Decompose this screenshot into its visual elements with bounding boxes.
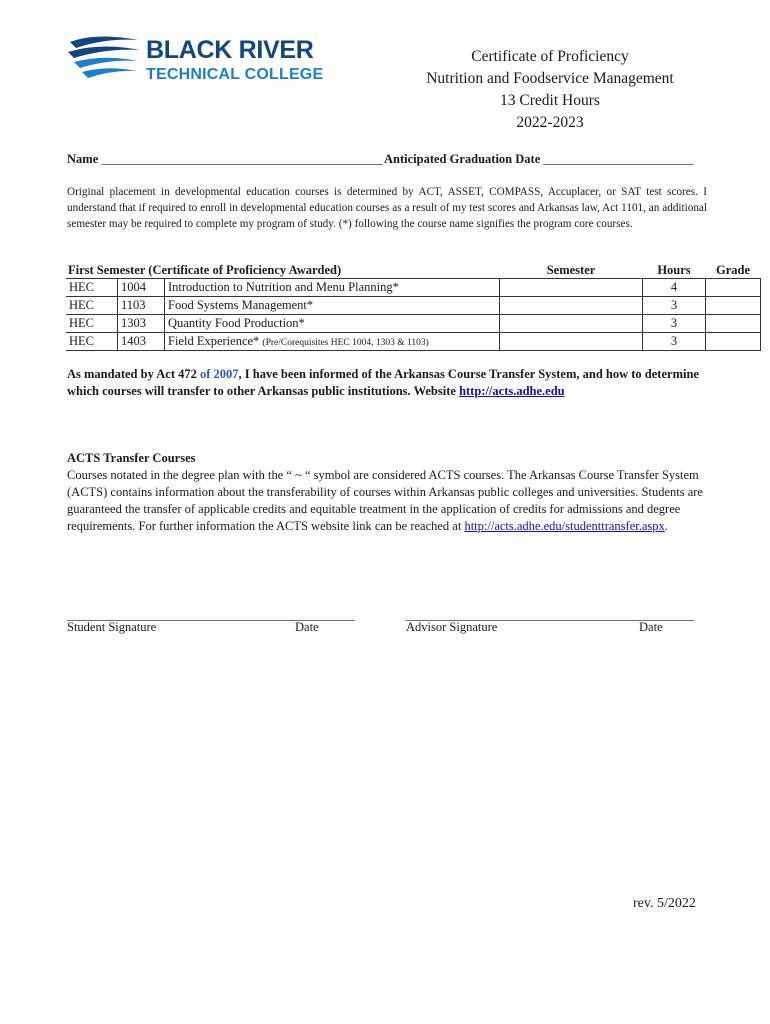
column-header-semester: Semester	[546, 262, 596, 277]
document-title	[380, 46, 720, 134]
course-title	[165, 315, 500, 333]
name-label: Name	[67, 152, 99, 166]
advisor-date-label: Date	[639, 620, 663, 634]
column-header-grade: Grade	[715, 262, 751, 277]
table-row	[66, 333, 761, 351]
hours-cell: 4	[643, 279, 706, 297]
course-prefix: HEC	[66, 279, 118, 297]
title-line-year: 2022-2023	[516, 114, 584, 131]
hours-cell: 3	[643, 297, 706, 315]
grade-cell[interactable]	[706, 315, 761, 333]
grade-cell[interactable]	[706, 297, 761, 315]
semester-cell[interactable]	[500, 315, 643, 333]
name-blank[interactable]: _____________________________________________	[101, 152, 383, 166]
college-logo	[66, 34, 324, 90]
grade-cell[interactable]	[706, 279, 761, 297]
course-number: 1303	[118, 315, 165, 333]
course-table	[66, 262, 761, 351]
logo-name: BLACK RIVER	[146, 36, 314, 64]
acts-transfer-section	[67, 450, 707, 535]
course-title	[165, 333, 500, 351]
title-line-credits: 13 Credit Hours	[500, 92, 600, 109]
student-signature-line[interactable]: __________________________________________________	[67, 608, 355, 622]
semester-cell[interactable]	[500, 279, 643, 297]
course-number: 1403	[118, 333, 165, 351]
course-title-text: Food Systems Management*	[168, 298, 314, 312]
logo-subtitle: TECHNICAL COLLEGE	[146, 66, 324, 83]
acts-body-text: Courses notated in the degree plan with the “ ~ “ symbol are considered ACTS courses. The Arkansas Course Transfer System (ACTS) contains information about the transferability of courses within Arkansas public colleges and universities. Students are guaranteed the transfer of applicable credits and equitable treatment in the application of credits for admissions and degree requirements. For further information the ACTS website link can be reached at	[67, 468, 703, 533]
graduation-date-field[interactable]	[384, 152, 693, 167]
mandate-text-year: of 2007	[200, 367, 239, 381]
act-mandate-statement	[67, 366, 707, 400]
course-title	[165, 297, 500, 315]
course-title-text: Field Experience*	[168, 334, 260, 348]
column-header-hours: Hours	[657, 262, 691, 277]
acts-section-title: ACTS Transfer Courses	[67, 451, 196, 465]
mandate-text-1: As mandated by Act 472	[67, 367, 200, 381]
acts-website-link[interactable]: http://acts.adhe.edu	[459, 384, 565, 398]
hours-cell: 3	[643, 315, 706, 333]
hours-cell: 3	[643, 333, 706, 351]
student-date-label: Date	[295, 620, 319, 634]
course-title-text: Quantity Food Production*	[168, 316, 305, 330]
acts-body-end: .	[664, 519, 668, 533]
student-signature-label: Student Signature	[67, 620, 157, 634]
acts-transfer-link[interactable]: http://acts.adhe.edu/studenttransfer.aspx	[464, 519, 665, 533]
course-title-text: Introduction to Nutrition and Menu Planning*	[168, 280, 399, 294]
revision-date: rev. 5/2022	[633, 896, 696, 911]
table-row	[66, 315, 761, 333]
name-field[interactable]	[67, 152, 383, 167]
course-prerequisite-note: (Pre/Corequisites HEC 1004, 1303 & 1103)	[262, 338, 429, 348]
graduation-blank[interactable]: ________________________	[543, 152, 694, 166]
course-prefix: HEC	[66, 297, 118, 315]
course-prefix: HEC	[66, 315, 118, 333]
advisor-signature-label: Advisor Signature	[406, 620, 498, 634]
semester-cell[interactable]	[500, 297, 643, 315]
semester-cell[interactable]	[500, 333, 643, 351]
table-header-row	[66, 262, 761, 279]
semester-section-title: First Semester (Certificate of Proficiency Awarded)	[68, 262, 342, 277]
title-line-program: Nutrition and Foodservice Management	[426, 70, 674, 87]
advisor-signature-line[interactable]: __________________________________________________	[406, 608, 694, 622]
course-title	[165, 279, 500, 297]
acts-section-body	[67, 467, 707, 535]
table-row	[66, 297, 761, 315]
course-number: 1004	[118, 279, 165, 297]
logo-waves-icon	[66, 34, 142, 82]
title-line-certificate: Certificate of Proficiency	[471, 48, 629, 65]
course-prefix: HEC	[66, 333, 118, 351]
course-number: 1103	[118, 297, 165, 315]
placement-notice: Original placement in developmental education courses is determined by ACT, ASSET, COMPASS, Accuplacer, or SAT test scores. I understand that if required to enroll in developmental education courses as a result of my test scores and Arkansas law, Act 1101, an additional semester may be required to complete my program of study. (*) following the course name signifies the program core courses.	[67, 186, 707, 230]
grade-cell[interactable]	[706, 333, 761, 351]
graduation-label: Anticipated Graduation Date	[384, 152, 541, 166]
table-row	[66, 279, 761, 297]
mandate-text-2: , I have been informed of the Arkansas Course Transfer System, and how to determine which courses will transfer to other Arkansas public institutions. Website	[67, 367, 699, 398]
